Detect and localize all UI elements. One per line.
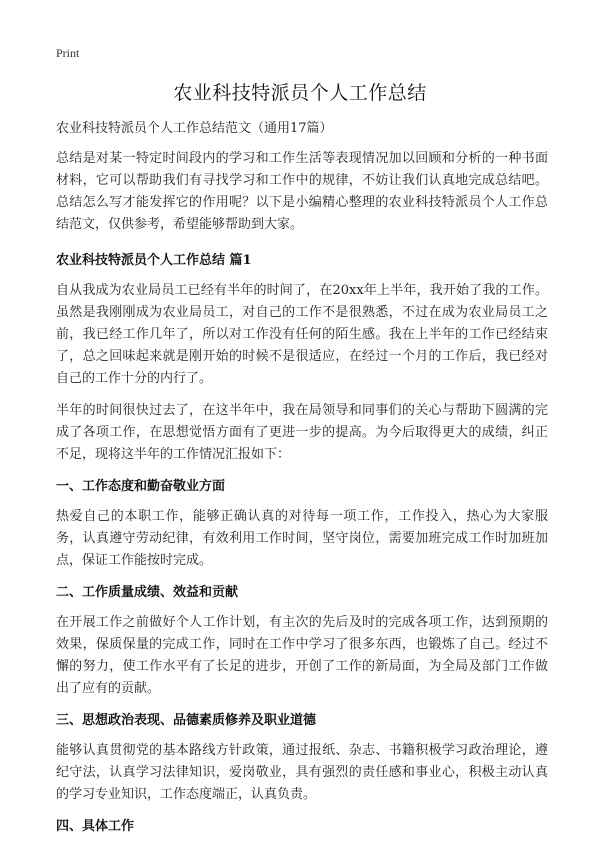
section-3-heading: 三、思想政治表现、品德素质修养及职业道德: [56, 713, 317, 728]
section-2-heading: 二、工作质量成绩、效益和贡献: [56, 585, 239, 600]
document-title: 农业科技特派员个人工作总结: [173, 82, 427, 104]
document-subtitle: 农业科技特派员个人工作总结范文（通用17篇）: [56, 121, 333, 136]
section-1-heading: 一、工作态度和勤奋敬业方面: [56, 479, 226, 494]
document-body: [56, 118, 548, 846]
section-2-text: 在开展工作之前做好个人工作计划，有主次的先后及时的完成各项工作，达到预期的效果，保质保量的完成工作，同时在工作中学习了很多东西，也锻炼了自己。经过不懈的努力，使工作水平有了长足的进步，开创了工作的新局面，为全局及部门工作做出了应有的贡献。: [56, 615, 548, 696]
article-heading: 农业科技特派员个人工作总结 篇1: [56, 253, 252, 268]
section-1-text: 热爱自己的本职工作，能够正确认真的对待每一项工作，工作投入，热心为大家服务，认真遵守劳动纪律，有效利用工作时间，坚守岗位，需要加班完成工作时加班加点，保证工作能按时完成。: [56, 509, 548, 568]
intro-paragraph: 总结是对某一特定时间段内的学习和工作生活等表现情况加以回顾和分析的一种书面材料，它可以帮助我们有寻找学习和工作中的规律，不妨让我们认真地完成总结吧。总结怎么写才能发挥它的作用呢？以下是小编精心整理的农业科技特派员个人工作总结范文，仅供参考，希望能够帮助到大家。: [56, 151, 548, 232]
section-4-heading: 四、具体工作: [56, 819, 135, 834]
print-link[interactable]: Print: [56, 46, 80, 60]
article-paragraph-2: 半年的时间很快过去了，在这半年中，我在局领导和同事们的关心与帮助下圆满的完成了各项工作，在思想觉悟方面有了更进一步的提高。为今后取得更大的成绩，纠正不足，现将这半年的工作情况汇报如下：: [56, 403, 548, 462]
article-paragraph-1: 自从我成为农业局员工已经有半年的时间了，在20xx年上半年，我开始了我的工作。虽然是我刚刚成为农业局员工，对自己的工作不是很熟悉，不过在成为农业局员工之前，我已经工作几年了，所以对工作没有任何的陌生感。我在上半年的工作已经结束了，总之回味起来就是刚开始的时候不是很适应，在经过一个月的工作后，我已经对自己的工作十分的内行了。: [56, 283, 548, 386]
section-3-text: 能够认真贯彻党的基本路线方针政策，通过报纸、杂志、书籍积极学习政治理论，遵纪守法，认真学习法律知识，爱岗敬业，具有强烈的责任感和事业心，积极主动认真的学习专业知识，工作态度端正，认真负责。: [56, 743, 548, 802]
